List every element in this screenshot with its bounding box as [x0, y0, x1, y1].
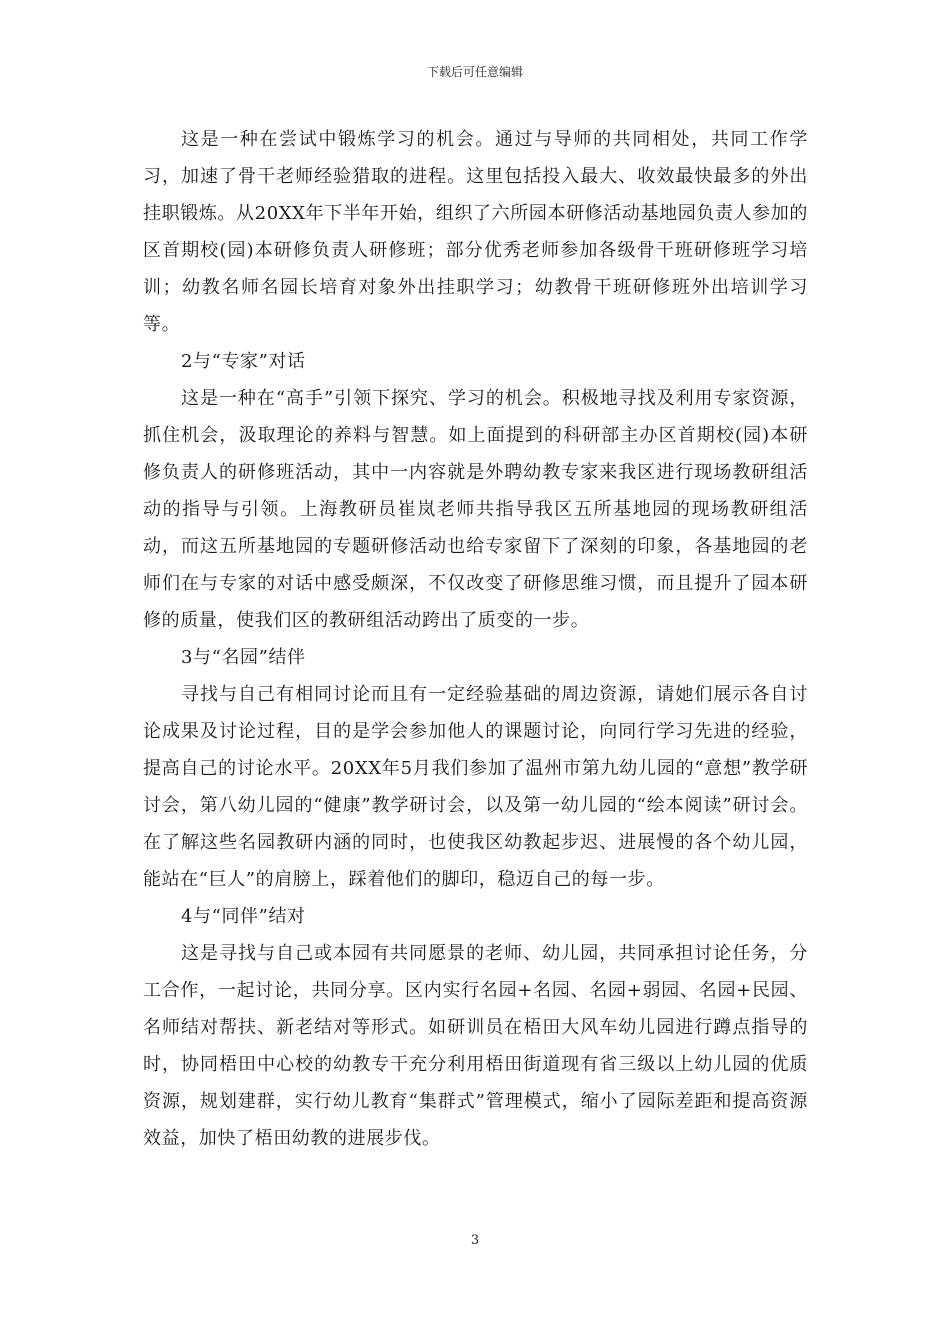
paragraph-expert-dialogue: 这是一种在“高手”引领下探究、学习的机会。积极地寻找及利用专家资源，抓住机会，汲取理论的养料与智慧。如上面提到的科研部主办区首期校(园)本研修负责人的研修班活动，其中一内容就是外聘幼教专家来我区进行现场教研组活动的指导与引领。上海教研员崔岚老师共指导我区五所基地园的现场教研组活动，而这五所基地园的专题研修活动也给专家留下了深刻的印象，各基地园的老师们在与专家的对话中感受颇深，不仅改变了研修思维习惯，而且提升了园本研修的质量，使我们区的教研组活动跨出了质变的一步。 — [143, 388, 808, 631]
paragraph-mentor-practice: 这是一种在尝试中锻炼学习的机会。通过与导师的共同相处，共同工作学习，加速了骨干老师经验猎取的进程。这里包括投入最大、收效最快最多的外出挂职锻炼。从20XX年下半年开始，组织了六所园本研修活动基地园负责人参加的区首期校(园)本研修负责人研修班；部分优秀老师参加各级骨干班研修班学习培训；幼教名师名园长培育对象外出挂职学习；幼教骨干班研修班外出培训学习等。 — [143, 129, 808, 335]
page-number: 3 — [470, 1233, 480, 1248]
paragraph-famous-kindergarten: 寻找与自己有相同讨论而且有一定经验基础的周边资源，请她们展示各自讨论成果及讨论过程，目的是学会参加他人的课题讨论，向同行学习先进的经验，提高自己的讨论水平。20XX年5月我们参加了温州市第九幼儿园的“意想”教学研讨会，第八幼儿园的“健康”教学研讨会，以及第一幼儿园的“绘本阅读”研讨会。在了解这些名园教研内涵的同时，也使我区幼教起步迟、进展慢的各个幼儿园，能站在“巨人”的肩膀上，踩着他们的脚印，稳迈自己的每一步。 — [143, 684, 808, 890]
heading-expert-dialogue: 2与“专家”对话 — [181, 351, 306, 372]
heading-peer-pairing: 4与“同伴”结对 — [181, 906, 306, 927]
document-body — [143, 121, 808, 1157]
heading-famous-kindergarten: 3与“名园”结伴 — [181, 647, 306, 668]
page-header: 下载后可任意编辑 — [426, 65, 523, 79]
paragraph-peer-pairing: 这是寻找与自己或本园有共同愿景的老师、幼儿园，共同承担讨论任务，分工合作，一起讨论，共同分享。区内实行名园+名园、名园+弱园、名园+民园、名师结对帮扶、新老结对等形式。如研训员在梧田大风车幼儿园进行蹲点指导的时，协同梧田中心校的幼教专干充分利用梧田街道现有省三级以上幼儿园的优质资源，规划建群，实行幼儿教育“集群式”管理模式，缩小了园际差距和提高资源效益，加快了梧田幼教的进展步伐。 — [143, 943, 808, 1149]
